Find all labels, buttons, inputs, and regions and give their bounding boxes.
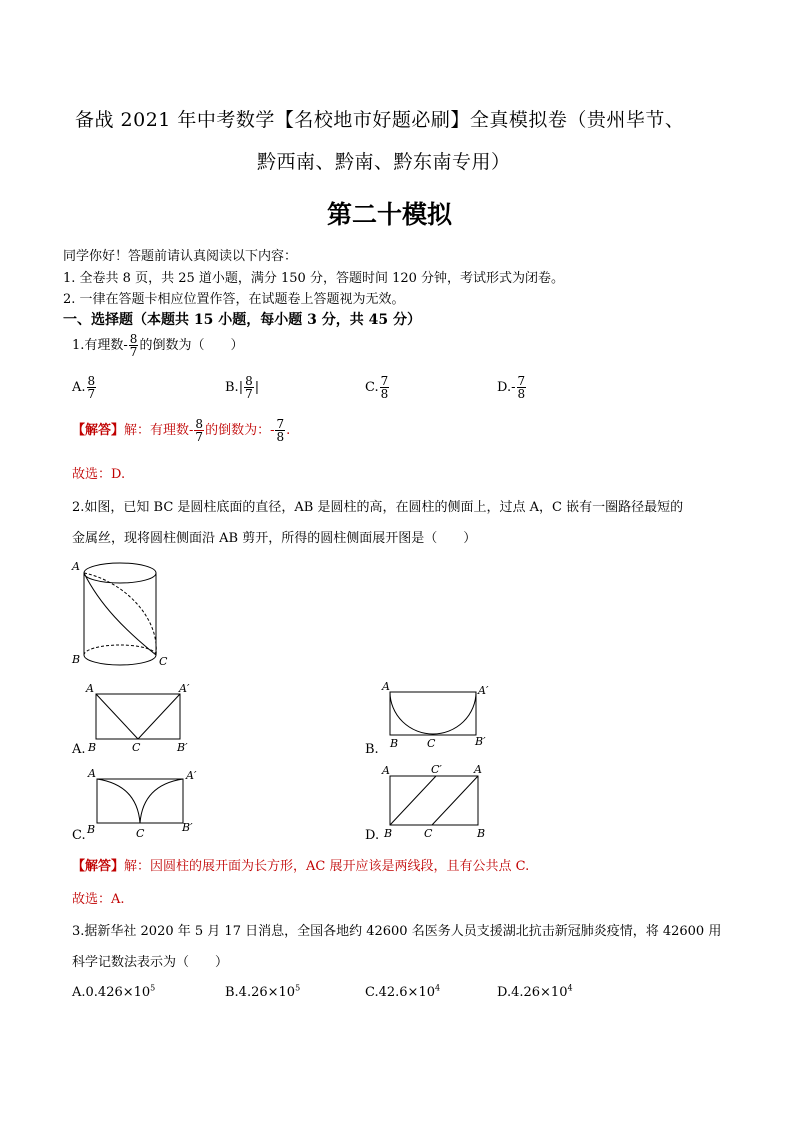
q2-option-b-label: B. (365, 742, 379, 757)
q3-option-c-text: C.42.6×10 (365, 985, 435, 1000)
q1-answer-frac2-den: 8 (276, 430, 285, 444)
cyl-label-b: B (72, 653, 81, 666)
q1-option-c-den: 8 (380, 387, 389, 401)
q1-option-c-num: 7 (380, 374, 389, 388)
page-heading: 第二十模拟 (327, 200, 453, 229)
q3-option-a-exp: 5 (150, 983, 156, 993)
opt-c-bl: B (87, 823, 96, 836)
q2-option-b-figure (376, 678, 494, 753)
q3-option-b (225, 985, 300, 1000)
q3-option-b-exp: 5 (295, 983, 301, 993)
opt-d-tm: C′ (431, 763, 442, 776)
opt-d-bl: B (384, 827, 393, 840)
q3-option-c-exp: 4 (435, 983, 441, 993)
q1-option-b-num: 8 (245, 374, 253, 388)
q3-option-d-text: D.4.26×10 (497, 985, 568, 1000)
opt-a-tr: A′ (179, 682, 190, 695)
opt-a-br: B′ (177, 741, 188, 754)
q1-fraction (129, 333, 139, 358)
q1-suffix: 的倒数为（ ） (139, 338, 244, 353)
q1-answer-frac1-num: 8 (195, 417, 204, 431)
opt-b-tr: A′ (478, 684, 489, 697)
q1-option-d-frac (517, 375, 527, 400)
opt-b-br: B′ (475, 735, 486, 748)
q1-frac-num: 8 (129, 332, 138, 346)
q1-prefix: 1.有理数- (72, 338, 128, 353)
q1-option-b-frac (244, 375, 254, 400)
q1-stem (72, 333, 243, 358)
q2-option-a-figure (82, 680, 197, 755)
q1-frac-den: 7 (129, 345, 138, 359)
q1-answer (72, 418, 290, 443)
opt-d-bm: C (424, 827, 433, 840)
q1-answer-frac2-num: 7 (276, 417, 285, 431)
q3-option-c (365, 985, 440, 1000)
doc-title-line2: 黔西南、黔南、黔东南专用） (257, 151, 511, 173)
q1-option-d-label: D. (497, 380, 512, 395)
opt-a-bm: C (132, 741, 141, 754)
q1-option-d-num: 7 (517, 374, 526, 388)
q1-choice: 故选：D. (72, 467, 126, 482)
q1-option-a-frac (87, 375, 97, 400)
opt-d-tr: A (474, 763, 482, 776)
q1-option-b-pre: | (238, 380, 244, 395)
q3-option-b-text: B.4.26×10 (225, 985, 296, 1000)
q2-option-a-label: A. (72, 742, 86, 757)
q2-answer-text: 解：因圆柱的展开面为长方形，AC 展开应该是两线段，且有公共点 C. (124, 859, 530, 874)
q2-option-c-figure (82, 763, 200, 843)
opt-c-tr: A′ (186, 769, 197, 782)
opt-a-bl: B (88, 741, 97, 754)
q1-option-d-den: 8 (517, 387, 526, 401)
q1-option-b-den: 7 (245, 387, 253, 401)
q3-option-d (497, 985, 573, 1000)
q3-stem-line1: 3.据新华社 2020 年 5 月 17 日消息，全国各地约 42600 名医务人员支援湖北抗击新冠肺炎疫情，将 42600 用 (72, 924, 722, 939)
q1-option-d (497, 375, 527, 400)
q2-answer-tag: 【解答】 (72, 859, 125, 874)
cyl-label-a: A (72, 560, 80, 573)
q1-option-a-den: 7 (87, 387, 96, 401)
q1-option-b-label: B. (225, 380, 239, 395)
opt-c-tl: A (88, 767, 96, 780)
q1-option-b (225, 375, 259, 400)
q1-answer-mid: 的倒数为：- (205, 423, 275, 438)
q2-answer (72, 855, 529, 874)
q3-option-a-text: A.0.426×10 (72, 985, 151, 1000)
q2-option-d-figure (376, 760, 494, 840)
q2-stem-line1: 2.如图，已知 BC 是圆柱底面的直径，AB 是圆柱的高，在圆柱的侧面上，过点 A，C 嵌有一圈路径最短的 (72, 500, 684, 515)
q3-option-d-exp: 4 (567, 983, 573, 993)
q1-answer-tag: 【解答】 (72, 423, 125, 438)
q1-option-a (72, 375, 97, 400)
note-2: 2. 一律在答题卡相应位置作答，在试题卷上答题视为无效。 (63, 292, 405, 307)
q1-option-c-frac (380, 375, 390, 400)
q3-option-a (72, 985, 155, 1000)
q3-stem-line2: 科学记数法表示为（ ） (72, 955, 229, 970)
opt-c-bm: C (136, 827, 145, 840)
cyl-label-c: C (159, 655, 168, 668)
q1-answer-frac1-den: 7 (195, 430, 204, 444)
q1-answer-prefix: 解：有理数- (124, 423, 194, 438)
opt-d-tl: A (382, 764, 390, 777)
opt-b-tl: A (382, 680, 390, 693)
q1-option-a-num: 8 (87, 374, 96, 388)
opt-b-bl: B (390, 737, 399, 750)
opt-c-br: B′ (182, 821, 193, 834)
q1-option-a-label: A. (72, 380, 86, 395)
opt-a-tl: A (86, 682, 94, 695)
q1-option-b-post: | (254, 380, 260, 395)
q1-option-c-label: C. (365, 380, 379, 395)
q1-option-c (365, 375, 390, 400)
q2-stem-line2: 金属丝，现将圆柱侧面沿 AB 剪开，所得的圆柱侧面展开图是（ ） (72, 531, 477, 546)
q2-choice: 故选：A. (72, 892, 125, 907)
intro-text: 同学你好！答题前请认真阅读以下内容： (63, 249, 298, 264)
cylinder-figure (70, 555, 180, 670)
q1-answer-frac2 (275, 418, 285, 443)
opt-d-br: B (477, 827, 486, 840)
q1-option-d-pre: - (511, 380, 516, 395)
note-1: 1. 全卷共 8 页，共 25 道小题，满分 150 分，答题时间 120 分钟，考试形式为闭卷。 (63, 271, 565, 286)
section-heading: 一、选择题（本题共 15 小题，每小题 3 分，共 45 分） (63, 312, 421, 328)
doc-title-line1: 备战 2021 年中考数学【名校地市好题必刷】全真模拟卷（贵州毕节、 (75, 109, 685, 131)
q2-option-c-label: C. (72, 828, 86, 843)
q1-answer-end: . (286, 423, 291, 438)
opt-b-bm: C (427, 737, 436, 750)
q1-answer-frac1 (194, 418, 204, 443)
q2-option-d-label: D. (365, 828, 380, 843)
